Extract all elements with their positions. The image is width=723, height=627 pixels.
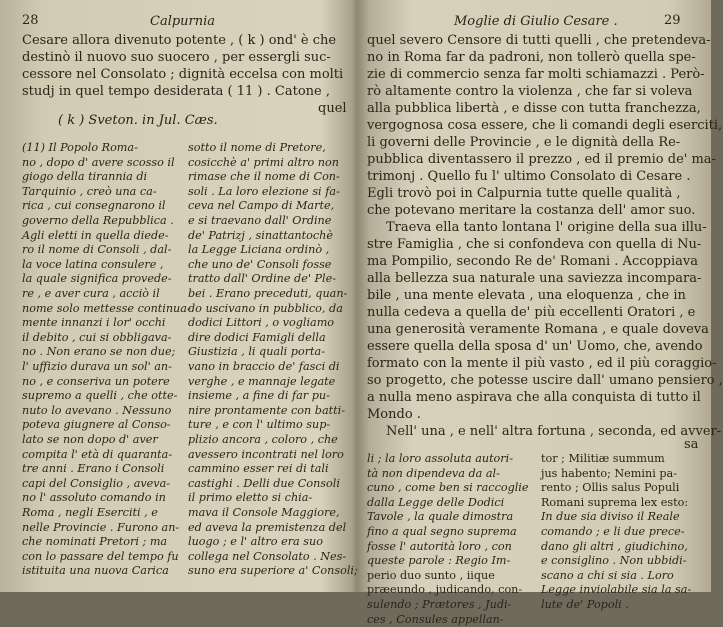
note-line: poteva giugnere al Conso- bbox=[22, 418, 171, 432]
right-body-line: ma Pompilio, secondo Re de' Romani . Accoppiava bbox=[367, 254, 698, 269]
note-line: la voce latina consulere , bbox=[22, 257, 164, 271]
right-body-line: Egli trovò poi in Calpurnia tutte quelle qualità , bbox=[367, 186, 681, 201]
note-line: jus habento; Nemini pa- bbox=[541, 466, 677, 480]
note-line: capi del Consiglio , aveva- bbox=[22, 476, 171, 490]
right-body-line: no in Roma far da padroni, non tollerò quella spe- bbox=[367, 50, 696, 65]
note-line: nire prontamente con batti- bbox=[188, 403, 345, 417]
right-body-line: che potevano meritare la costanza dell' amor suo. bbox=[367, 203, 696, 218]
right-body-line: alla bellezza sua naturale una saviezza incompara- bbox=[367, 271, 702, 286]
note-line: sotto il nome di Pretore, bbox=[188, 141, 326, 154]
note-line: lato se non dopo d' aver bbox=[22, 433, 158, 446]
note-line: ces , Consules appellan- bbox=[367, 612, 504, 626]
right-body-line: nulla cedeva a quella de' più eccellenti Oratori , e bbox=[367, 305, 696, 320]
note-line: che nominati Pretori ; ma bbox=[22, 535, 168, 549]
note-line: Roma , negli Eserciti , e bbox=[22, 506, 158, 519]
left-page-number: 28 bbox=[22, 13, 39, 28]
note-line: e consiglino . Non ubbidi- bbox=[541, 554, 687, 568]
right-body-line: vergognosa cosa essere, che li comandi degli eserciti, bbox=[367, 118, 723, 133]
note-line: supremo a quelli , che otte- bbox=[22, 389, 178, 403]
note-line: Agli eletti in quella diede- bbox=[22, 228, 169, 242]
note-line: tre anni . Erano i Consoli bbox=[22, 462, 165, 476]
note-line: (11) Il Popolo Roma- bbox=[22, 141, 138, 154]
left-catchword: quel bbox=[318, 101, 347, 116]
note-line: ed aveva la premistenza del bbox=[188, 520, 347, 534]
right-body-line: Mondo . bbox=[367, 407, 421, 422]
note-line: dire dodici Famigli della bbox=[188, 330, 326, 344]
note-line: verghe , e mannaje legate bbox=[188, 374, 336, 388]
note-line: do uscivano in pubblico, da bbox=[188, 301, 343, 315]
note-line: no , e conseriva un potere bbox=[22, 374, 170, 388]
note-line: In due sia diviso il Reale bbox=[541, 510, 680, 524]
note-line: dodici Littori , o vogliamo bbox=[188, 316, 335, 330]
right-body-line: essere quella della sposa d' un' Uomo, che, avendo bbox=[367, 339, 703, 354]
note-line: li ; la loro assoluta autori- bbox=[367, 452, 514, 465]
left-body-line: Cesare allora divenuto potente , ( k ) ond' è che bbox=[22, 33, 337, 48]
right-body-line: stre Famiglia , che si confondeva con quella di Nu- bbox=[367, 237, 702, 252]
note-line: Giustizia , li quali porta- bbox=[188, 345, 325, 359]
note-line: re , e aver cura , acciò il bbox=[22, 287, 160, 300]
right-body-line: quel severo Censore di tutti quelli , che pretendeva- bbox=[367, 33, 711, 48]
note-line: il primo eletto si chia- bbox=[188, 491, 313, 505]
note-line: nome solo mettesse continua- bbox=[22, 301, 191, 315]
note-line: sulendo ; Prætores , Judi- bbox=[367, 598, 512, 611]
note-line: governo della Repubblica . bbox=[22, 214, 174, 227]
right-body-line: zie di commercio senza far molti schiamazzi . Però- bbox=[367, 67, 705, 82]
note-line: giogo della tirannia di bbox=[22, 170, 148, 184]
note-line: fino a qual segno suprema bbox=[367, 525, 517, 538]
note-line: cosicchè a' primi altro non bbox=[188, 155, 339, 169]
note-line: insieme , a fine di far pu- bbox=[188, 389, 330, 403]
note-line: lute de' Popoli . bbox=[541, 598, 629, 611]
note-line: cuno , come ben si raccoglie bbox=[367, 481, 529, 495]
right-body-line: trimonj . Quello fu l' ultimo Consolato di Cesare . bbox=[367, 169, 691, 184]
note-line: ture , e con l' ultimo sup- bbox=[188, 418, 331, 432]
note-line: tor ; Militiæ summum bbox=[541, 452, 665, 465]
right-body-line: formato con la mente il più vasto , ed il più coraggio- bbox=[367, 356, 717, 371]
note-line: suno era superiore a' Consoli; bbox=[188, 564, 358, 578]
left-body-line: destinò il nuovo suo suocero , per essergli suc- bbox=[22, 50, 331, 65]
left-page bbox=[0, 0, 358, 592]
note-line: mava il Console Maggiore, bbox=[188, 506, 340, 519]
note-line: no l' assoluto comando in bbox=[22, 491, 166, 505]
note-line: la Legge Liciana ordinò , bbox=[188, 243, 330, 257]
note-line: compita l' età di quaranta- bbox=[22, 447, 173, 461]
note-line: no , dopo d' avere scosso il bbox=[22, 155, 175, 169]
note-line: con lo passare del tempo fu bbox=[22, 549, 179, 563]
note-line: præeundo , judicando, con- bbox=[367, 583, 523, 597]
note-line: comando ; e li due prece- bbox=[541, 525, 685, 538]
right-body-line: pubblica diventassero il prezzo , ed il premio de' ma- bbox=[367, 152, 716, 167]
note-line: il debito , cui si obbligava- bbox=[22, 330, 172, 344]
note-line: ro il nome di Consoli , dal- bbox=[22, 243, 172, 257]
right-page bbox=[358, 0, 723, 626]
note-line: e si traevano dall' Ordine bbox=[188, 214, 332, 227]
left-running-head: Calpurnia bbox=[150, 14, 216, 29]
note-line: che uno de' Consoli fosse bbox=[188, 257, 332, 271]
note-line: Tarquinio , creò una ca- bbox=[22, 184, 157, 198]
note-line: Legge inviolabile sia la sa- bbox=[541, 583, 692, 597]
note-line: queste parole : Regio Im- bbox=[367, 554, 511, 568]
note-line: l' uffizio durava un sol' an- bbox=[22, 360, 172, 373]
right-body-line: bile , una mente elevata , una eloquenza , che in bbox=[367, 288, 686, 303]
left-body-line: cessore nel Consolato ; dignità eccelsa con molti bbox=[22, 67, 344, 82]
note-line: ceva nel Campo di Marte, bbox=[188, 199, 335, 213]
note-line: nelle Provincie . Furono an- bbox=[22, 520, 180, 534]
right-body-line: alla pubblica libertà , e disse con tutta franchezza, bbox=[367, 101, 701, 116]
note-line: dalla Legge delle Dodici bbox=[367, 495, 505, 509]
note-line: bei . Erano preceduti, quan- bbox=[188, 287, 348, 300]
note-line: rica , cui consegnarono il bbox=[22, 199, 166, 213]
right-body-line: a nulla meno aspirava che alla conquista di tutto il bbox=[367, 390, 701, 405]
note-line: plizio ancora , coloro , che bbox=[188, 433, 338, 446]
note-line: vano in braccio de' fasci di bbox=[188, 360, 340, 373]
note-line: cammino esser rei di tali bbox=[188, 462, 329, 476]
right-page-number: 29 bbox=[664, 13, 681, 28]
note-line: de' Patrizj , sinattantochè bbox=[188, 228, 333, 242]
note-line: luogo ; e l' altro era suo bbox=[188, 535, 323, 549]
right-catchword: sa bbox=[684, 437, 699, 452]
right-body-line: una generosità veramente Romana , e quale doveva bbox=[367, 322, 709, 337]
right-body-line: rò altamente contro la violenza , che far si voleva bbox=[367, 84, 693, 99]
note-line: scano a chi si sia . Loro bbox=[541, 568, 674, 582]
left-body-line: studj in quel tempo desiderata ( 11 ) . Catone , bbox=[22, 84, 330, 99]
note-line: tà non dipendeva da al- bbox=[367, 466, 500, 480]
note-line: dano gli altri , giudichino, bbox=[541, 539, 688, 553]
note-line: nuto lo avevano . Nessuno bbox=[22, 403, 172, 417]
note-line: la quale significa provede- bbox=[22, 272, 172, 286]
note-line: tratto dall' Ordine de' Ple- bbox=[188, 272, 336, 286]
note-line: soli . La loro elezione si fa- bbox=[188, 184, 340, 198]
note-line: Romani suprema lex esto: bbox=[541, 495, 689, 509]
note-line: collega nel Consolato . Nes- bbox=[188, 549, 347, 563]
right-body-line: Nell' una , e nell' altra fortuna , seconda, ed avver- bbox=[386, 424, 722, 439]
note-line: Tavole , la quale dimostra bbox=[367, 510, 514, 524]
note-line: rento ; Ollis salus Populi bbox=[541, 481, 680, 495]
footnote-k: ( k ) Sveton. in Jul. Cæs. bbox=[58, 113, 218, 128]
right-body-line: so progetto, che potesse uscire dall' umano pensiero , bbox=[367, 373, 723, 388]
note-line: castighi . Delli due Consoli bbox=[188, 476, 340, 490]
note-line: fosse l' autorità loro , con bbox=[367, 539, 512, 553]
right-body-line: Traeva ella tanto lontana l' origine della sua illu- bbox=[386, 220, 707, 235]
right-body-line: li governi delle Provincie , e le dignità della Re- bbox=[367, 135, 681, 150]
note-line: istituita una nuova Carica bbox=[22, 564, 169, 578]
right-running-head: Moglie di Giulio Cesare . bbox=[454, 14, 618, 29]
note-line: rimase che il nome di Con- bbox=[188, 170, 340, 184]
note-line: no . Non erano se non due; bbox=[22, 345, 176, 359]
note-line: avessero incontrati nel loro bbox=[188, 447, 344, 461]
note-line: mente innanzi i lor' occhi bbox=[22, 316, 166, 330]
note-line: perio duo sunto , iique bbox=[367, 568, 495, 582]
